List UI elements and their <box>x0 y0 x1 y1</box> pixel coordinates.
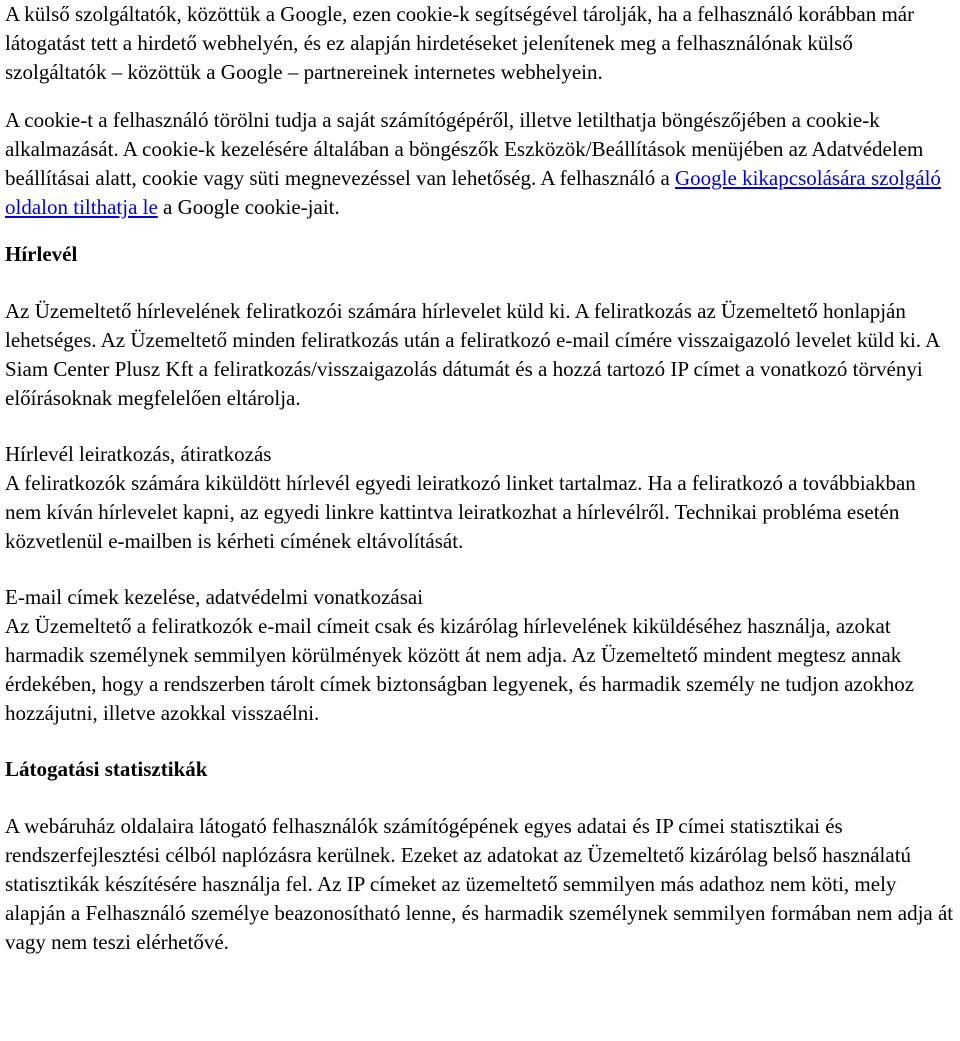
unsubscribe-title: Hírlevél leiratkozás, átiratkozás <box>5 442 272 466</box>
document-page <box>5 0 955 957</box>
cookie-text-before-link: A cookie-t a felhasználó törölni tudja a saját számítógépéről, illetve letilthatja böngészőjében a cookie-k alkalmazását. A cookie-k kezelésére általában a böngészők Eszközök/Beállítások menüjében az Adatvédelem beállításai alatt, cookie vagy süti megnevezéssel van lehetőség. A felhasználó a <box>5 108 924 190</box>
email-handling-paragraph: Az Üzemeltető a feliratkozók e-mail címeit csak és kizárólag hírlevelének kiküldéséhez használja, azokat harmadik személynek semmilyen körülmények között át nem adja. Az Üzemeltető mindent megtesz annak érdekében, hogy a rendszerben tárolt címek biztonságban legyenek, és harmadik személy ne tudjon azokhoz hozzájutni, illetve azokkal visszaélni. <box>5 614 915 725</box>
statistics-heading: Látogatási statisztikák <box>5 757 208 781</box>
cookie-paragraph <box>5 106 955 222</box>
newsletter-paragraph: Az Üzemeltető hírlevelének feliratkozói számára hírlevelet küld ki. A feliratkozás az Üzemeltető honlapján lehetséges. Az Üzemeltető minden feliratkozás után a feliratkozó e-mail címére visszaigazoló levelet küld ki. A Siam Center Plusz Kft a feliratkozás/visszaigazolás dátumát és a hozzá tartozó IP címet a vonatkozó törvényi előírásoknak megfelelően eltárolja. <box>5 299 940 410</box>
cookie-text-after-link: a Google cookie-jait. <box>157 195 340 219</box>
statistics-paragraph: A webáruház oldalaira látogató felhasználók számítógépének egyes adatai és IP címei statisztikai és rendszerfejlesztési célból naplózásra kerülnek. Ezeket az adatokat az Üzemeltető kizárólag belső használatú statisztikák készítésére használja fel. Az IP címeket az üzemeltető semmilyen más adathoz nem köti, mely alapján a Felhasználó személye beazonosítható lenne, és harmadik személynek semmilyen formában nem adja át vagy nem teszi elérhetővé. <box>5 814 954 954</box>
unsubscribe-paragraph: A feliratkozók számára kiküldött hírlevél egyedi leiratkozó linket tartalmaz. Ha a feliratkozó a továbbiakban nem kíván hírlevelet kapni, az egyedi linkre kattintva leiratkozhat a hírlevélről. Technikai probléma esetén közvetlenül e-mailben is kérheti címének eltávolítását. <box>5 471 916 553</box>
intro-paragraph: A külső szolgáltatók, közöttük a Google, ezen cookie-k segítségével tárolják, ha a felhasználó korábban már látogatást tett a hirdető webhelyén, és ez alapján hirdetéseket jelenítenek meg a felhasználónak külső szolgáltatók – közöttük a Google – partnereinek internetes webhelyein. <box>5 2 915 84</box>
newsletter-heading: Hírlevél <box>5 242 78 266</box>
google-optout-link[interactable]: Google kikapcsolására szolgáló oldalon tilthatja le <box>5 166 941 219</box>
email-handling-title: E-mail címek kezelése, adatvédelmi vonatkozásai <box>5 585 424 609</box>
